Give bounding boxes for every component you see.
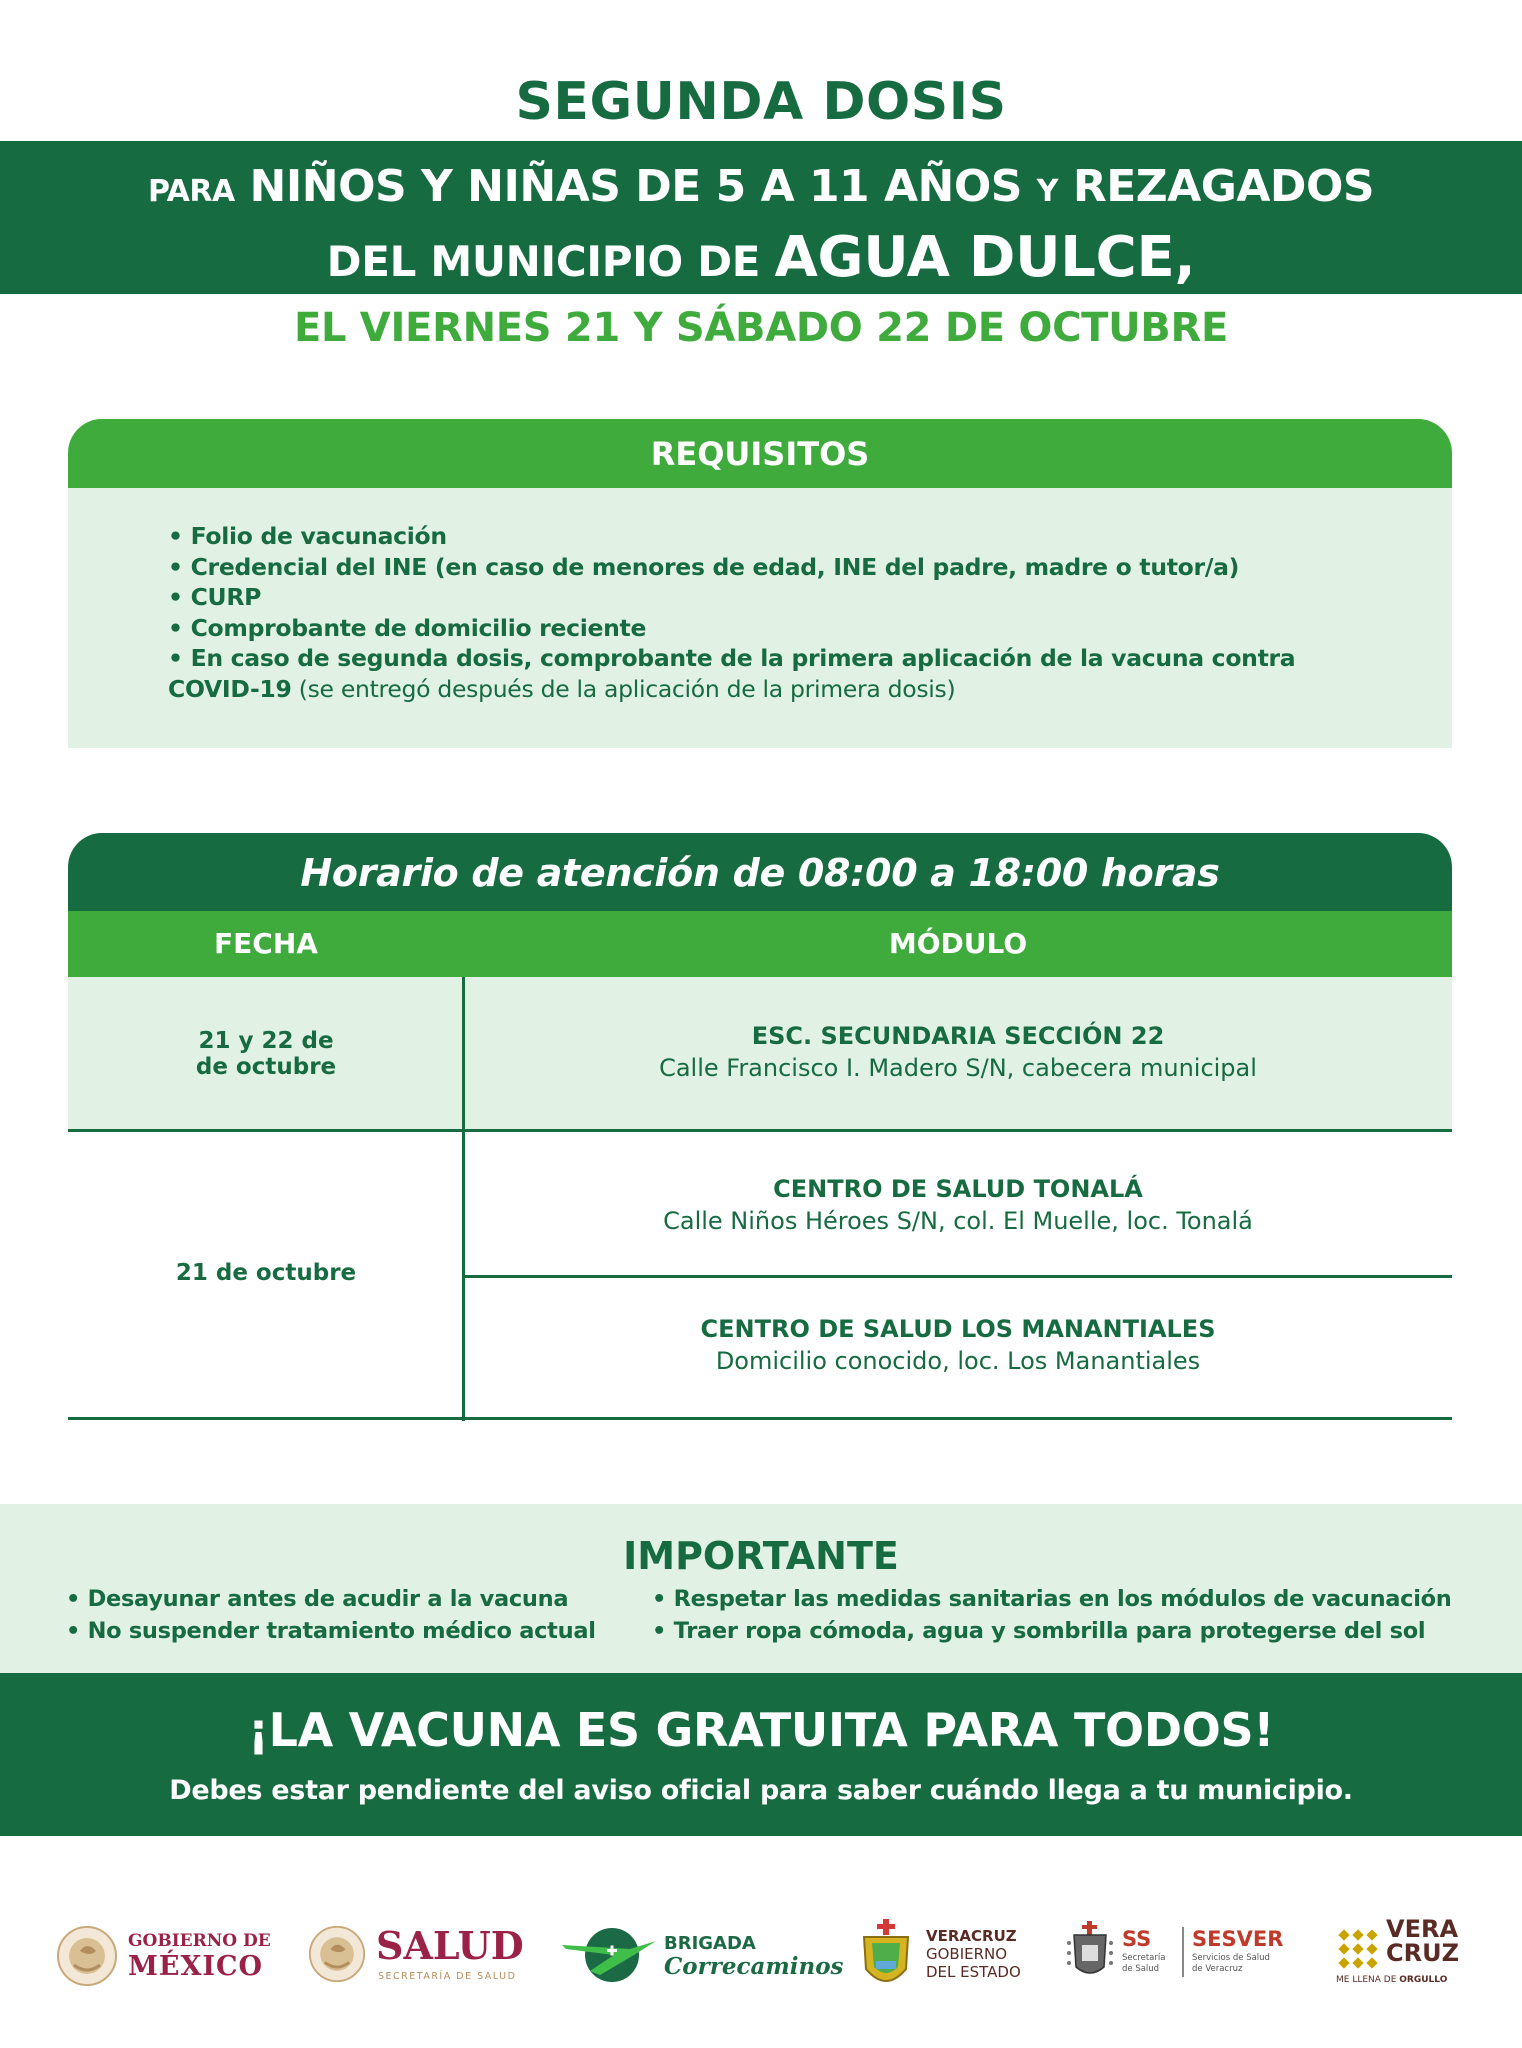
vera-line2: CRUZ	[1386, 1939, 1459, 1967]
requisito-item-continuation	[168, 674, 1428, 705]
y-text: Y	[1036, 174, 1059, 209]
table-row-date	[68, 1028, 464, 1080]
schedule-table	[68, 833, 1452, 1421]
requisitos-list	[168, 521, 1428, 704]
covid-note: (se entregó después de la aplicación de la primera dosis)	[291, 674, 956, 703]
veracruz-line3: DEL ESTADO	[926, 1963, 1021, 1981]
column-header-fecha: FECHA	[214, 927, 318, 960]
requisito-item: • Credencial del INE (en caso de menores de edad, INE del padre, madre o tutor/a)	[168, 552, 1240, 581]
salud-line2: SECRETARÍA DE SALUD	[378, 1971, 517, 1982]
mexico-seal-icon	[56, 1925, 118, 1987]
module-address: Domicilio conocido, loc. Los Manantiales	[715, 1347, 1201, 1375]
table-bottom-border	[68, 1417, 1452, 1420]
vera-tag-regular: ME LLENA DE	[1336, 1975, 1400, 1985]
sesver-abbr: SESVER	[1192, 1927, 1284, 1951]
covid-text: COVID-19	[168, 674, 292, 703]
ss-abbr: SS	[1122, 1927, 1152, 1951]
ss-line2: de Salud	[1122, 1964, 1160, 1974]
table-row-date	[68, 1260, 464, 1286]
logo-divider	[1182, 1927, 1184, 1977]
vera-tagline	[1336, 1975, 1447, 1985]
free-vaccine-banner	[0, 1673, 1522, 1836]
importante-item: • Traer ropa cómoda, agua y sombrilla para protegerse del sol	[652, 1618, 1426, 1644]
free-vaccine-subline: Debes estar pendiente del aviso oficial para saber cuándo llega a tu municipio.	[169, 1775, 1353, 1806]
title-band	[0, 141, 1522, 294]
schedule-title: Horario de atención de 08:00 a 18:00 horas	[68, 833, 1452, 911]
logo-veracruz-gobierno	[860, 1915, 1026, 1995]
module-name: CENTRO DE SALUD LOS MANANTIALES	[700, 1315, 1216, 1343]
roadrunner-icon	[560, 1925, 660, 1985]
del-municipio-text: DEL MUNICIPIO DE	[326, 237, 761, 286]
event-dates: EL VIERNES 21 Y SÁBADO 22 DE OCTUBRE	[293, 305, 1229, 351]
requisitos-card	[68, 419, 1452, 748]
module-address: Calle Francisco I. Madero S/N, cabecera municipal	[659, 1054, 1257, 1082]
municipio-name: AGUA DULCE,	[774, 225, 1196, 290]
importante-item: • No suspender tratamiento médico actual	[66, 1618, 596, 1644]
logo-gobierno-de-mexico	[56, 1915, 270, 1995]
requisitos-title: REQUISITOS	[68, 419, 1452, 488]
brigada-line1: BRIGADA	[664, 1933, 756, 1954]
logo-salud	[308, 1915, 530, 1995]
gob-mx-line2: MÉXICO	[128, 1951, 264, 1982]
vera-tag-bold: ORGULLO	[1399, 1975, 1448, 1985]
ss-shield-icon	[1066, 1921, 1114, 1983]
veracruz-line1: VERACRUZ	[926, 1927, 1017, 1945]
rezagados-text: REZAGADOS	[1072, 161, 1375, 212]
brigada-line2: Correcaminos	[664, 1953, 844, 1980]
table-header-row	[68, 911, 1452, 977]
title-band-line-2	[0, 225, 1522, 290]
ss-line1: Secretaría	[1122, 1953, 1166, 1963]
salud-line1: SALUD	[376, 1923, 524, 1968]
module-name: CENTRO DE SALUD TONALÁ	[773, 1175, 1143, 1203]
row-divider	[464, 1275, 1452, 1278]
importante-section	[0, 1504, 1522, 1673]
sesver-line1: Servicios de Salud	[1192, 1953, 1270, 1963]
requisito-item: • Folio de vacunación	[168, 522, 447, 550]
table-row-module	[464, 1313, 1452, 1377]
table-row-module	[464, 1020, 1452, 1084]
logo-veracruz-orgullo	[1336, 1915, 1466, 1995]
module-address: Calle Niños Héroes S/N, col. El Muelle, loc. Tonalá	[663, 1207, 1253, 1235]
table-row-module	[464, 1173, 1452, 1237]
column-header-modulo: MÓDULO	[888, 927, 1028, 960]
date-line: de octubre	[195, 1054, 337, 1080]
importante-item: • Respetar las medidas sanitarias en los módulos de vacunación	[652, 1586, 1452, 1612]
requisito-item: • Comprobante de domicilio reciente	[168, 613, 647, 642]
requisito-item: • CURP	[168, 583, 262, 611]
importante-item: • Desayunar antes de acudir a la vacuna	[66, 1586, 569, 1612]
veracruz-pattern-icon	[1336, 1927, 1380, 1971]
gob-mx-line1: GOBIERNO DE	[128, 1931, 271, 1951]
logo-brigada-correcaminos	[560, 1915, 844, 1995]
module-name: ESC. SECUNDARIA SECCIÓN 22	[751, 1022, 1165, 1050]
veracruz-shield-icon	[860, 1919, 912, 1991]
date-line: 21 y 22 de	[198, 1028, 334, 1054]
vera-line1: VERA	[1386, 1915, 1459, 1943]
free-vaccine-headline: ¡LA VACUNA ES GRATUITA PARA TODOS!	[247, 1703, 1275, 1757]
logo-ss-sesver	[1066, 1915, 1292, 1995]
sesver-line2: de Veracruz	[1192, 1964, 1243, 1974]
importante-title: IMPORTANTE	[623, 1534, 899, 1578]
mexico-seal-icon	[308, 1925, 366, 1983]
main-title: SEGUNDA DOSIS	[515, 72, 1007, 132]
para-text: PARA	[147, 174, 235, 209]
row-divider	[68, 1129, 1452, 1132]
target-group-text: NIÑOS Y NIÑAS DE 5 A 11 AÑOS	[249, 161, 1022, 212]
veracruz-line2: GOBIERNO	[926, 1945, 1008, 1963]
date-line: 21 de octubre	[175, 1260, 357, 1286]
requisito-item: • En caso de segunda dosis, comprobante de la primera aplicación de la vacuna contra	[168, 644, 1296, 672]
title-band-line-1	[0, 161, 1522, 212]
